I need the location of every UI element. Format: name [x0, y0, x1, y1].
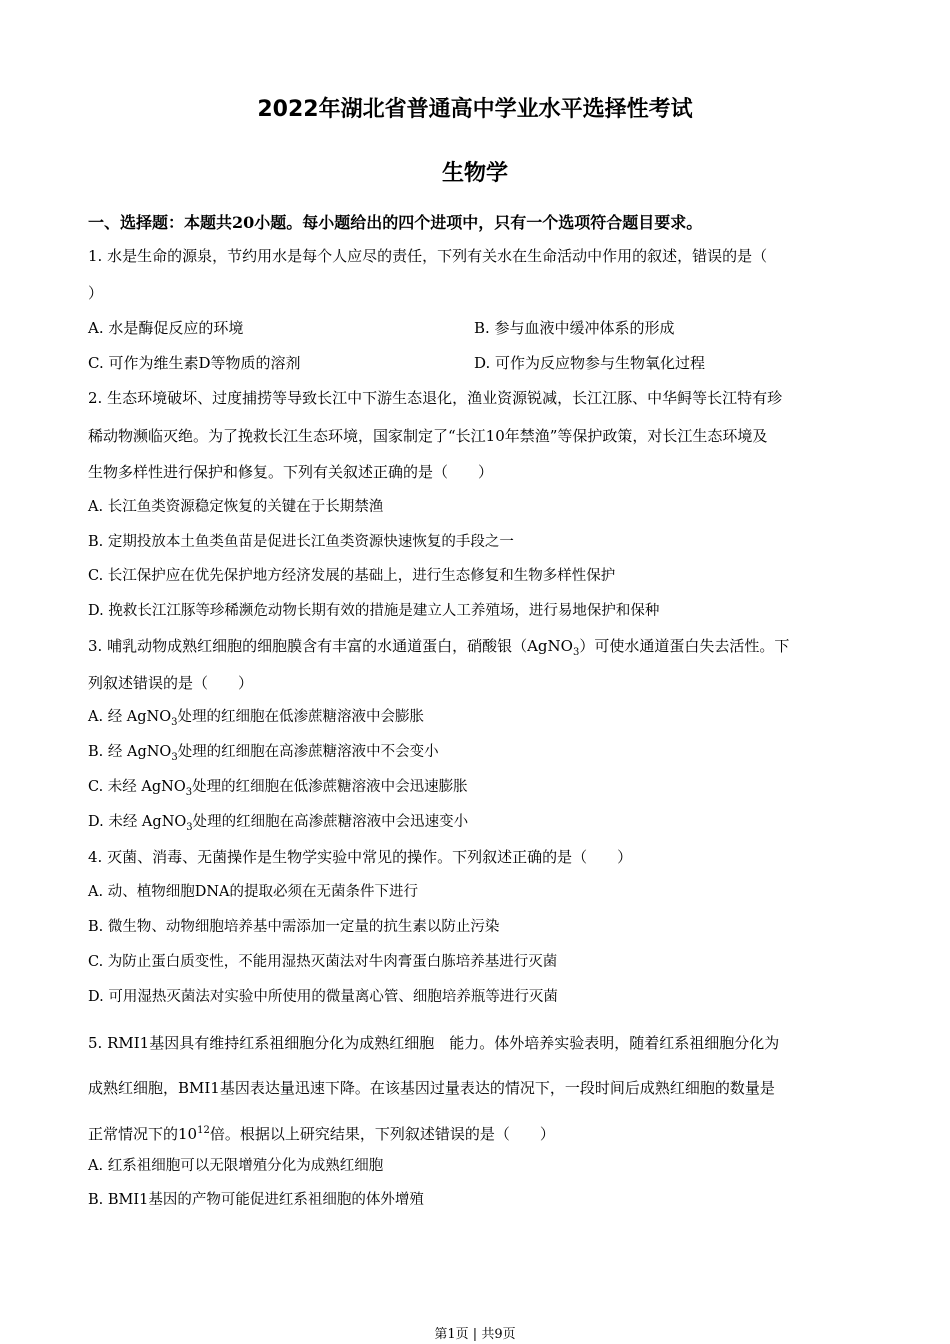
- section-heading: 一、选择题：本题共20小题。每小题给出的四个进项中，只有一个选项符合题目要求。: [88, 213, 703, 232]
- q2-option-b: B. 定期投放本土鱼类鱼苗是促进长江鱼类资源快速恢复的手段之一: [88, 534, 514, 550]
- q1-option-d: D. 可作为反应物参与生物氧化过程: [474, 354, 706, 372]
- q3-option-c: [88, 777, 468, 803]
- q1-option-a: A. 水是酶促反应的环境: [88, 319, 244, 337]
- q4-option-a: A. 动、植物细胞DNA的提取必须在无菌条件下进行: [88, 884, 418, 900]
- q2-option-d: D. 挽救长江江豚等珍稀濒危动物长期有效的措施是建立人工养殖场，进行易地保护和保种: [88, 603, 660, 619]
- q3-stem-line1: [88, 636, 789, 663]
- q3-c-subscript: 3: [185, 786, 193, 798]
- q3-option-a: [88, 707, 424, 733]
- q1-option-c: C. 可作为维生素D等物质的溶剂: [88, 354, 301, 372]
- q4-option-d: D. 可用湿热灭菌法对实验中所使用的微量离心管、细胞培养瓶等进行灭菌: [88, 989, 558, 1005]
- exam-title: 2022年湖北省普通高中学业水平选择性考试: [257, 97, 693, 122]
- q2-stem-line2: 稀动物濒临灭绝。为了挽救长江生态环境，国家制定了“长江10年禁渔”等保护政策，对长江生态环境及: [88, 427, 768, 445]
- q4-stem-line1: 4. 灭菌、消毒、无菌操作是生物学实验中常见的操作。下列叙述正确的是（ ）: [88, 848, 633, 866]
- q3-c-text1: C. 未经 AgNO: [88, 779, 186, 795]
- q2-stem-line3: 生物多样性进行保护和修复。下列有关叙述正确的是（ ）: [88, 463, 494, 481]
- q1-option-b: B. 参与血液中缓冲体系的形成: [474, 319, 675, 337]
- q3-c-text2: 处理的红细胞在低渗蔗糖溶液中会迅速膨胀: [192, 779, 468, 795]
- q5-option-a: A. 红系祖细胞可以无限增殖分化为成熟红细胞: [88, 1158, 384, 1174]
- q1-stem-line2: ）: [88, 284, 104, 302]
- q2-stem-line1: 2. 生态环境破坏、过度捕捞等导致长江中下游生态退化，渔业资源锐减，长江江豚、中华鲟等长江特有珍: [88, 389, 783, 407]
- q3-stem-text-b: ）可使水通道蛋白失去活性。下: [579, 637, 790, 655]
- q3-a-text2: 处理的红细胞在低渗蔗糖溶液中会膨胀: [177, 709, 425, 725]
- q5-option-b: B. BMI1基因的产物可能促进红系祖细胞的体外增殖: [88, 1192, 424, 1208]
- q3-stem-line2: 列叙述错误的是（ ）: [88, 674, 254, 692]
- q3-b-subscript: 3: [171, 751, 178, 763]
- q3-stem-text-a: 3. 哺乳动物成熟红细胞的细胞膜含有丰富的水通道蛋白，硝酸银（AgNO: [88, 637, 573, 655]
- q3-b-text2: 处理的红细胞在高渗蔗糖溶液中不会变小: [177, 744, 439, 760]
- page-footer: 第1页 | 共9页: [434, 1327, 516, 1342]
- q5-stem-line2: 成熟红细胞，BMI1基因表达量迅速下降。在该基因过量表达的情况下，一段时间后成熟红细胞的数量是: [88, 1079, 775, 1097]
- q3-d-text1: D. 未经 AgNO: [88, 814, 187, 830]
- q3-option-b: [88, 742, 439, 768]
- q3-b-text1: B. 经 AgNO: [88, 744, 172, 760]
- q5-stem-text-b: 倍。根据以上研究结果，下列叙述错误的是（ ）: [209, 1125, 555, 1143]
- q2-option-c: C. 长江保护应在优先保护地方经济发展的基础上，进行生态修复和生物多样性保护: [88, 568, 616, 584]
- q5-stem-line3: [88, 1121, 555, 1144]
- q3-a-text1: A. 经 AgNO: [88, 709, 172, 725]
- q1-stem-line1: 1. 水是生命的源泉，节约用水是每个人应尽的责任，下列有关水在生命活动中作用的叙述，错误的是（: [88, 247, 768, 265]
- subject-title: 生物学: [441, 161, 508, 186]
- q3-d-text2: 处理的红细胞在高渗蔗糖溶液中会迅速变小: [192, 814, 469, 830]
- q5-stem-line1: 5. RMI1基因具有维持红系祖细胞分化为成熟红细胞 能力。体外培养实验表明，随着红系祖细胞分化为: [88, 1034, 780, 1052]
- q3-stem-subscript: 3: [572, 647, 580, 658]
- q3-a-subscript: 3: [171, 716, 178, 728]
- q4-option-c: C. 为防止蛋白质变性，不能用湿热灭菌法对牛肉膏蛋白胨培养基进行灭菌: [88, 954, 558, 970]
- q3-option-d: [88, 812, 468, 838]
- q5-stem-text-a: 正常情况下的10: [88, 1125, 198, 1143]
- q2-option-a: A. 长江鱼类资源稳定恢复的关键在于长期禁渔: [88, 499, 384, 515]
- q3-d-subscript: 3: [186, 821, 193, 833]
- q4-option-b: B. 微生物、动物细胞培养基中需添加一定量的抗生素以防止污染: [88, 919, 500, 935]
- q5-stem-superscript: 12: [197, 1125, 210, 1136]
